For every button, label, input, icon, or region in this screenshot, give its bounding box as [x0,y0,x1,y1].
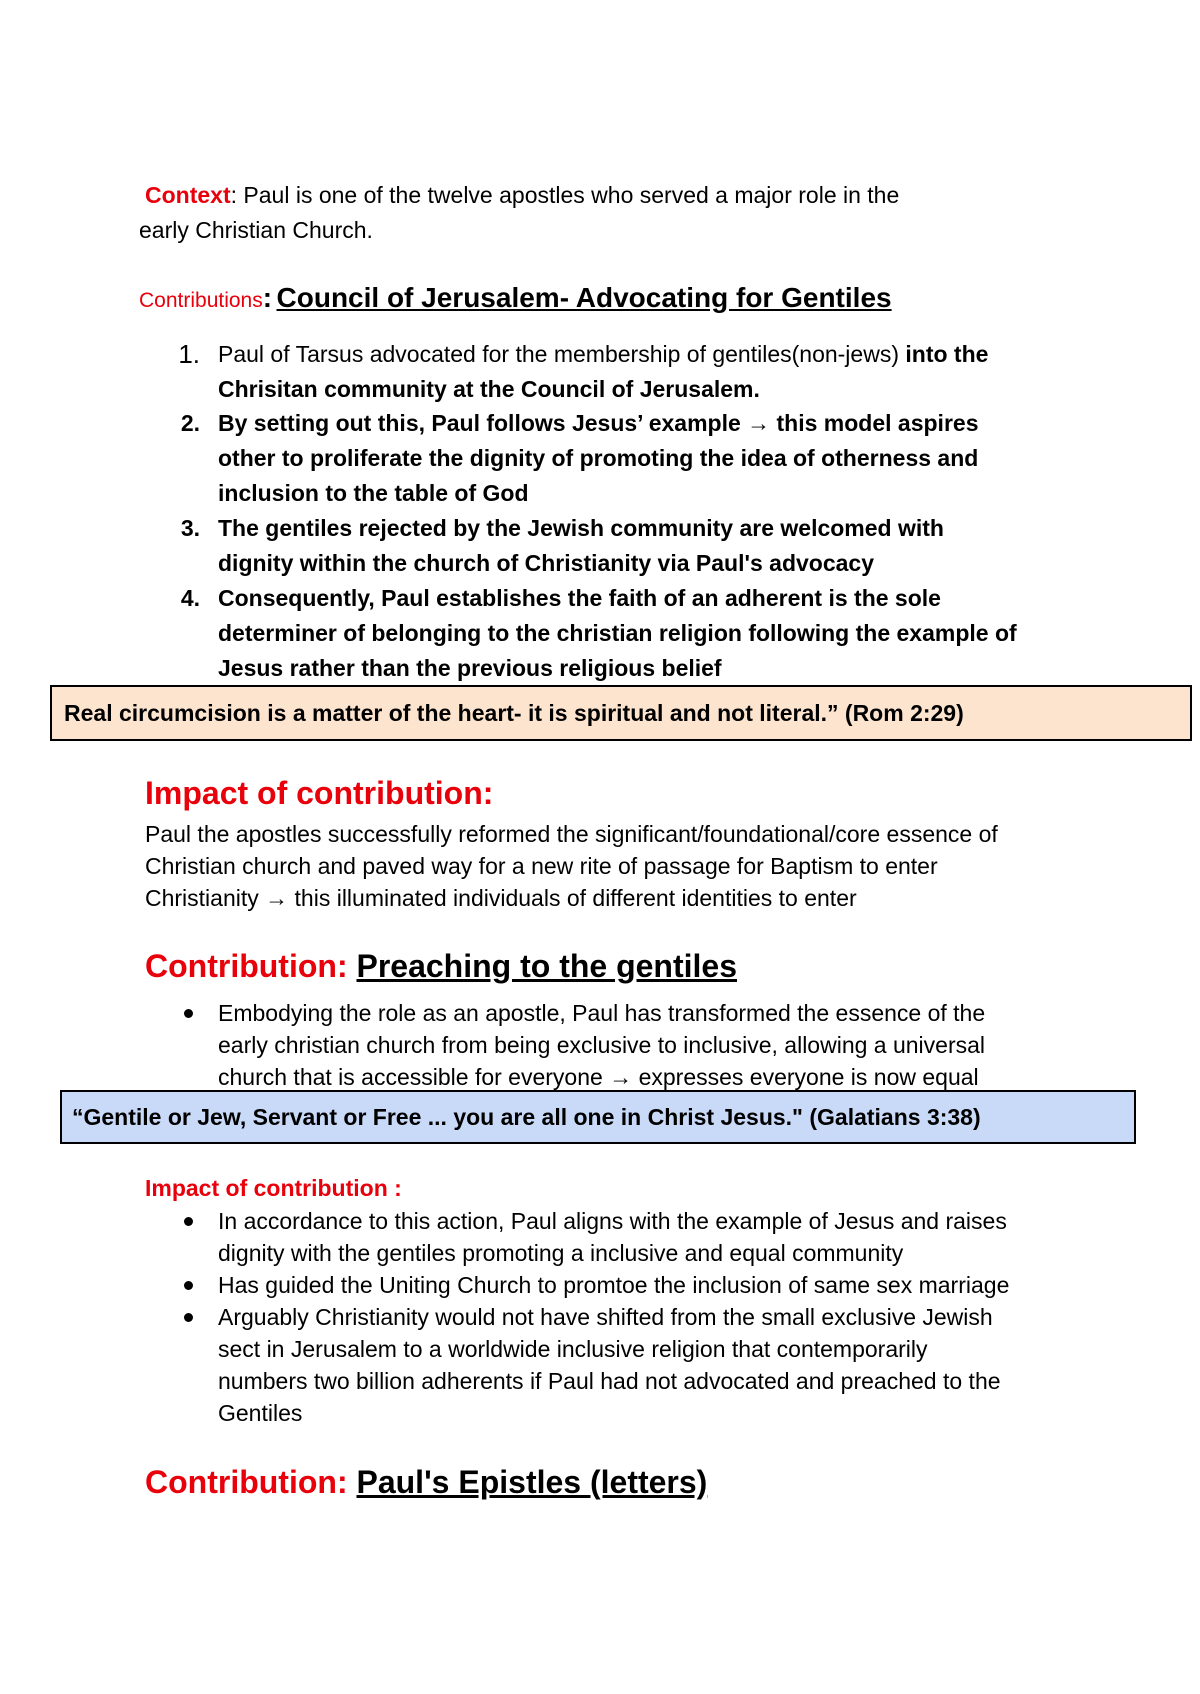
list-number-4: 4. [180,585,200,611]
impact-2-b3-line4: Gentiles [218,1400,303,1426]
bullet-dot [184,1217,193,1226]
list-item-4-line2: determiner of belonging to the christian religion following the example of [218,620,1017,646]
impact-2-b3-line2: sect in Jerusalem to a worldwide inclusive religion that contemporarily [218,1336,928,1362]
context-paragraph [139,178,1045,248]
list-item-4-line1: Consequently, Paul establishes the faith of an adherent is the sole [218,585,941,611]
impact-2-bullet-3 [218,1301,1168,1429]
list-item-3 [218,511,1118,581]
impact-2-b1-line2: dignity with the gentiles promoting a inclusive and equal community [218,1240,904,1266]
context-text-line2: early Christian Church. [139,217,373,243]
impact-2-b1-line1: In accordance to this action, Paul aligns with the example of Jesus and raises [218,1208,1007,1234]
impact-1-line2: Christian church and paved way for a new rite of passage for Baptism to enter [145,853,938,879]
list-item-1-line1-bold: into the [905,341,989,367]
impact-paragraph-1 [145,818,1145,914]
list-item-4 [218,581,1118,686]
contributions-heading [139,282,892,314]
list-item-4-line3: Jesus rather than the previous religious belief [218,655,722,681]
list-item-1-line2: Chrisitan community at the Council of Jerusalem. [218,376,760,402]
contribution-3-label: Contribution: [145,1464,357,1500]
list-number-3: 3. [180,515,200,541]
impact-1-line3: Christianity → this illuminated individuals of different identities to enter [145,885,857,911]
impact-1-line1: Paul the apostles successfully reformed the significant/foundational/core essence of [145,821,998,847]
preaching-line1: Embodying the role as an apostle, Paul has transformed the essence of the [218,1000,986,1026]
preaching-line3: church that is accessible for everyone → expresses everyone is now equal [218,1064,979,1090]
quote-box-galatians [60,1090,1136,1144]
preaching-line2: early christian church from being exclusive to inclusive, allowing a universal [218,1032,986,1058]
quote-galatians-text: “Gentile or Jew, Servant or Free ... you are all one in Christ Jesus." (Galatians 3:38) [72,1103,981,1130]
council-heading: Council of Jerusalem- Advocating for Gentiles [276,282,892,313]
list-item-3-line2: dignity within the church of Christianity via Paul's advocacy [218,550,874,576]
impact-heading-2: Impact of contribution : [145,1175,402,1201]
impact-heading-1: Impact of contribution: [145,775,494,811]
list-item-2-line1: By setting out this, Paul follows Jesus’ example → this model aspires [218,410,979,436]
bullet-dot [184,1313,193,1322]
list-item-1-line1: Paul of Tarsus advocated for the membership of gentiles(non-jews) [218,341,906,367]
preaching-bullet [218,997,1168,1093]
contribution-heading-2 [145,948,737,985]
context-label: Context [145,182,231,208]
quote-romans-text: Real circumcision is a matter of the heart- it is spiritual and not literal.” (Rom 2:29) [64,699,964,726]
contribution-heading-3 [145,1464,707,1501]
contributions-colon: : [262,282,273,313]
contributions-label: Contributions [139,289,263,312]
impact-2-b3-line3: numbers two billion adherents if Paul had not advocated and preached to the [218,1368,1001,1394]
bullet-dot [184,1009,193,1018]
epistles-heading: Paul's Epistles (letters) [356,1464,708,1500]
list-item-2-line3: inclusion to the table of God [218,480,529,506]
impact-2-bullet-2 [218,1269,1168,1301]
list-item-1 [218,337,1118,407]
quote-box-romans [50,685,1192,741]
contribution-2-label: Contribution: [145,948,357,984]
list-number-1: 1. [178,339,200,369]
impact-2-b2-line1: Has guided the Uniting Church to promtoe the inclusion of same sex marriage [218,1272,1010,1298]
list-item-2-line2: other to proliferate the dignity of promoting the idea of otherness and [218,445,979,471]
list-item-3-line1: The gentiles rejected by the Jewish community are welcomed with [218,515,944,541]
context-text-line1: : Paul is one of the twelve apostles who served a major role in the [230,182,900,208]
bullet-dot [184,1281,193,1290]
list-item-2 [218,406,1118,511]
impact-2-bullet-1 [218,1205,1168,1269]
list-number-2: 2. [180,410,200,436]
impact-2-b3-line1: Arguably Christianity would not have shifted from the small exclusive Jewish [218,1304,993,1330]
preaching-heading: Preaching to the gentiles [356,948,737,984]
